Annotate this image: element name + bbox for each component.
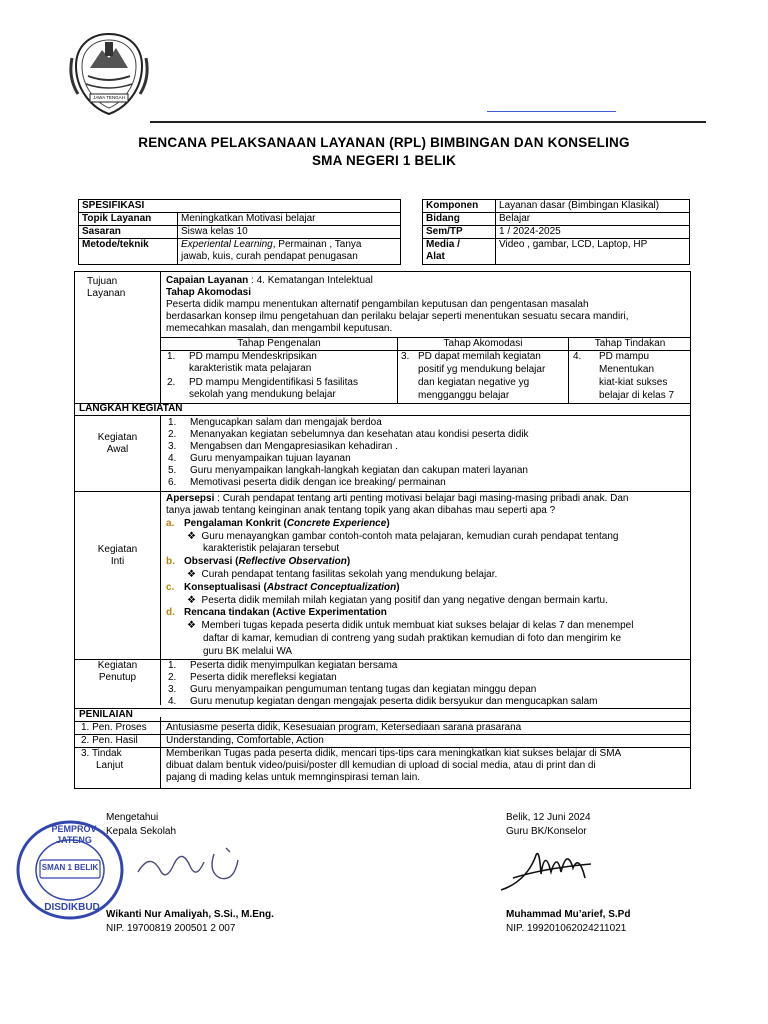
header-divider [150, 121, 706, 123]
list-item: 2. Peserta didik merefleksi kegiatan [168, 672, 337, 683]
capaian-label: Capaian Layanan [166, 275, 249, 286]
apersepsi-label: Apersepsi [166, 493, 215, 504]
step-italic: Abstract Conceptualization [266, 582, 397, 593]
inti-label: Kegiatan [97, 544, 138, 555]
diamond-bullet-icon: ❖ [187, 595, 196, 606]
headmaster-signature [130, 842, 250, 892]
bullet-text: Curah pendapat tentang fasilitas sekolah yang mendukung belajar. [201, 569, 498, 580]
inti-step-a [166, 518, 390, 530]
awal-label: Awal [106, 444, 129, 455]
stage-item-line: Menentukan [599, 364, 655, 375]
tindak-line: Memberikan Tugas pada peserta didik, mencari tips-tips cara meningkatkan kiat sukses belajar di SMA [166, 748, 622, 759]
list-item-text: Mengucapkan salam dan mengajak berdoa [190, 417, 382, 428]
stage-item-line: positif yg mendukung belajar [418, 364, 546, 375]
list-item-text: Memotivasi peserta didik dengan ice breaking/ permainan [190, 477, 446, 488]
stage-number: 2. [167, 377, 176, 388]
counselor-nip: NIP. 199201062024211021 [506, 923, 627, 934]
spec-value: Meningkatkan Motivasi belajar [178, 213, 401, 226]
penutup-label: Penutup [98, 672, 137, 683]
stage-header: Tahap Tindakan [594, 338, 666, 349]
method-rest: , Permainan , Tanya [272, 239, 362, 250]
list-item-text: Guru menyampaikan langkah-langkah kegiatan dan cakupan materi layanan [190, 465, 528, 476]
inti-step-d [166, 607, 387, 619]
tujuan-desc-line: memecahkan masalah, dan mengambil keputusan. [166, 323, 393, 334]
sign-left-line2: Kepala Sekolah [106, 826, 177, 837]
diamond-bullet-icon: ❖ [187, 569, 196, 580]
spec-label: Metode/teknik [79, 239, 178, 265]
media-label: Media / [426, 239, 460, 250]
alat-label: Alat [426, 251, 445, 262]
stage-item-line: mengganggu belajar [418, 390, 510, 401]
step-italic: Concrete Experience [286, 518, 387, 529]
diamond-bullet-icon: ❖ [187, 531, 196, 542]
layanan-label: Layanan [87, 288, 126, 299]
header-link-underline [487, 111, 616, 112]
stage-header: Tahap Akomodasi [443, 338, 523, 349]
stamp-center-text: SMAN 1 BELIK [41, 863, 99, 872]
capaian-line [166, 275, 373, 287]
step-close: ) [346, 556, 351, 567]
list-item-text: Guru menyampaikan pengumuman tentang tugas dan kegiatan minggu depan [190, 684, 537, 695]
province-logo [68, 28, 150, 120]
inti-bullet-cont: guru BK melalui WA [203, 646, 293, 657]
step-title: Pengalaman Konkrit ( [184, 518, 287, 529]
comp-value: Video , gambar, LCD, Laptop, HP [496, 239, 690, 265]
counselor-name: Muhammad Mu’arief, S.Pd [506, 909, 631, 920]
tujuan-desc-line: berdasarkan konsep ilmu pengetahuan dan perilaku belajar seperti menentukan sesuatu secara mandiri, [166, 311, 629, 322]
sign-right-line2: Guru BK/Konselor [506, 826, 587, 837]
spec-value: Siswa kelas 10 [178, 226, 401, 239]
penilaian-value: Understanding, Comfortable, Action [166, 735, 324, 746]
step-title: Rencana tindakan (Active Experimentation [184, 607, 387, 618]
apersepsi-line [166, 493, 629, 505]
inti-step-b [166, 556, 350, 568]
inti-bullet [187, 531, 618, 543]
capaian-value: : 4. Kematangan Intelektual [248, 275, 373, 286]
step-title: Konseptualisasi ( [184, 582, 267, 593]
comp-value: 1 / 2024-2025 [496, 226, 690, 239]
step-letter: b. [166, 556, 175, 567]
logo-caption: JAWA TENGAH [93, 95, 125, 100]
langkah-heading: LANGKAH KEGIATAN [79, 403, 183, 414]
stage-item-line: PD dapat memilah kegiatan [418, 351, 541, 362]
tindak-line: pajang di mading kelas untuk memnginspirasi teman lain. [166, 772, 421, 783]
inti-bullet [187, 620, 633, 632]
penilaian-label: 2. Pen. Hasil [81, 735, 138, 746]
list-item: 4. Guru menyampaikan tujuan layanan [168, 453, 351, 464]
spec-label: Sasaran [79, 226, 178, 239]
list-item-text: Guru menyampaikan tujuan layanan [190, 453, 351, 464]
step-close: ) [396, 582, 400, 593]
spec-heading: SPESIFIKASI [79, 200, 401, 213]
tujuan-label: Tujuan [87, 276, 118, 287]
comp-label: Sem/TP [423, 226, 496, 239]
penilaian-value: Antusiasme peserta didik, Kesesuaian program, Ketersediaan sarana prasarana [166, 722, 522, 733]
stamp-top-text: PEMPROV JATENG [51, 824, 97, 845]
inti-label: Inti [110, 556, 125, 567]
step-letter: c. [166, 582, 175, 593]
list-item-text: Peserta didik merefleksi kegiatan [190, 672, 337, 683]
step-title: Observasi ( [184, 556, 239, 567]
document-title: RENCANA PELAKSANAAN LAYANAN (RPL) BIMBINGAN DAN KONSELING [138, 135, 630, 150]
list-item: 6. Memotivasi peserta didik dengan ice breaking/ permainan [168, 477, 446, 488]
stage-item-line: PD mampu Mengidentifikasi 5 fasilitas [189, 377, 358, 388]
comp-label: Bidang [423, 213, 496, 226]
component-table [422, 199, 690, 265]
comp-value: Layanan dasar (Bimbingan Klasikal) [496, 200, 690, 213]
stage-number: 3. [401, 351, 410, 362]
comp-label: Komponen [423, 200, 496, 213]
list-item: 5. Guru menyampaikan langkah-langkah kegiatan dan cakupan materi layanan [168, 465, 528, 476]
specification-table [78, 199, 401, 265]
list-item: 3. Guru menyampaikan pengumuman tentang tugas dan kegiatan minggu depan [168, 684, 537, 695]
penilaian-label: 1. Pen. Proses [81, 722, 147, 733]
bullet-text: Guru menayangkan gambar contoh-contoh mata pelajaran, kemudian curah pendapat tentang [201, 531, 619, 542]
main-table [74, 271, 691, 789]
headmaster-nip: NIP. 19700819 200501 2 007 [106, 923, 236, 934]
bullet-text: Peserta didik memilah milah kegiatan yang positif dan yang negative dengan bermain kartu. [201, 595, 608, 606]
spec-value [178, 239, 401, 265]
inti-bullet [187, 569, 497, 581]
headmaster-name: Wikanti Nur Amaliyah, S.Si., M.Eng. [106, 909, 274, 920]
stage-item-line: sekolah yang mendukung belajar [189, 389, 336, 400]
spec-label: Topik Layanan [79, 213, 178, 226]
tindak-label: Lanjut [96, 760, 124, 771]
bullet-text: Memberi tugas kepada peserta didik untuk membuat kiat sukses belajar di kelas 7 dan menempel [201, 620, 634, 631]
penilaian-heading: PENILAIAN [79, 709, 133, 720]
list-item-text: Menanyakan kegiatan sebelumnya dan kesehatan atau kondisi peserta didik [190, 429, 529, 440]
tahap-akomodasi-heading: Tahap Akomodasi [166, 287, 252, 298]
counselor-signature [495, 838, 605, 898]
stage-item-line: kiat-kiat sukses [599, 377, 668, 388]
school-title: SMA NEGERI 1 BELIK [311, 153, 457, 168]
sign-left-line1: Mengetahui [106, 812, 159, 823]
comp-value: Belajar [496, 213, 690, 226]
method-italic: Experiental Learning [181, 239, 273, 250]
list-item-text: Mengabsen dan Mengapresiasikan kehadiran . [190, 441, 398, 452]
stage-item-line: belajar di kelas 7 [599, 390, 675, 401]
school-stamp [14, 818, 126, 922]
stage-item-line: PD mampu [599, 351, 650, 362]
step-letter: a. [166, 518, 175, 529]
list-item: 3. Mengabsen dan Mengapresiasikan kehadiran . [168, 441, 398, 452]
step-letter: d. [166, 607, 175, 618]
list-item: 2. Menanyakan kegiatan sebelumnya dan kesehatan atau kondisi peserta didik [168, 429, 529, 440]
stage-item-line: karakteristik mata pelajaran [189, 363, 312, 374]
inti-bullet-cont: daftar di kamar, kemudian di contreng yang sudah praktikan kemudian di foto dan mengirim ke [203, 633, 622, 644]
tindak-line: dibuat dalam bentuk video/puisi/poster dll kemudian di upload di social media, atau di print dan di [166, 760, 596, 771]
diamond-bullet-icon: ❖ [187, 620, 196, 631]
list-item: 4. Guru menutup kegiatan dengan mengajak peserta didik bersyukur dan mengucapkan salam [168, 696, 598, 707]
awal-label: Kegiatan [97, 432, 138, 443]
apersepsi-text: : Curah pendapat tentang arti penting motivasi belajar bagi masing-masing pribadi anak. Dan [214, 493, 629, 504]
stage-item-line: PD mampu Mendeskripsikan [189, 351, 317, 362]
step-italic: Reflective Observation [238, 556, 347, 567]
comp-label [423, 239, 496, 265]
list-item: 1. Peserta didik menyimpulkan kegiatan bersama [168, 660, 398, 671]
tujuan-desc-line: Peserta didik mampu menentukan alternatif pengambilan keputusan dan pengentasan masalah [166, 299, 589, 310]
method-line2: jawab, kuis, curah pendapat penugasan [181, 251, 358, 262]
apersepsi-line2: tanya jawab tentang keinginan anak tentang topik yang akan dibahas mau seperti apa ? [166, 505, 556, 516]
penutup-label: Kegiatan [97, 660, 138, 671]
inti-bullet [187, 595, 608, 607]
sign-right-line1: Belik, 12 Juni 2024 [506, 812, 591, 823]
list-item-text: Guru menutup kegiatan dengan mengajak peserta didik bersyukur dan mengucapkan salam [190, 696, 598, 707]
stamp-bottom-text: DISDIKBUD [44, 902, 100, 913]
stage-number: 1. [167, 351, 176, 362]
stage-item-line: dan kegiatan negative yg [418, 377, 530, 388]
list-item: 1. Mengucapkan salam dan mengajak berdoa [168, 417, 382, 428]
stage-header: Tahap Pengenalan [237, 338, 321, 349]
inti-step-c [166, 582, 400, 594]
stage-number: 4. [573, 351, 582, 362]
step-close: ) [386, 518, 390, 529]
inti-bullet-cont: karakteristik pelajaran tersebut [203, 543, 340, 554]
tindak-label: 3. Tindak [81, 748, 122, 759]
list-item-text: Peserta didik menyimpulkan kegiatan bersama [190, 660, 398, 671]
